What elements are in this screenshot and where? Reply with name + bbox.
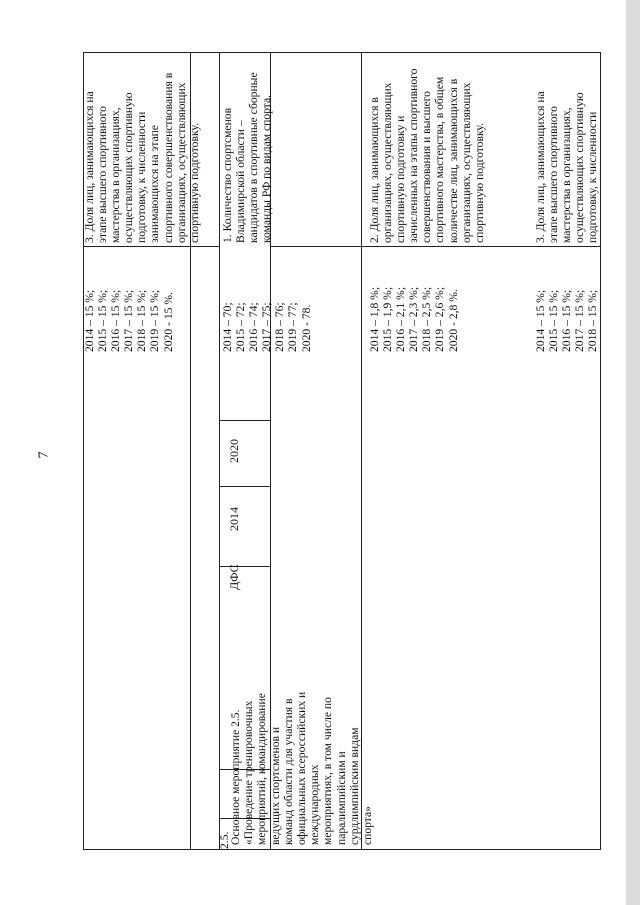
value-line: 2015 – 1,9 %; — [381, 286, 395, 352]
indicator-line: совершенствования и высшего — [420, 91, 434, 243]
value-line: 2020 - 78. — [299, 304, 313, 352]
values-share-training-cell — [368, 262, 468, 352]
event-line: ведущих спортсменов и — [268, 726, 282, 845]
indicator-line: подготовку, к численности — [586, 111, 600, 243]
indicator-line: спортивную подготовку. — [472, 123, 486, 243]
value-line: 2017 – 2,3 %; — [407, 286, 421, 352]
indicator-line: 1. Количество спортсменов — [221, 107, 234, 243]
values-athletes-cell — [221, 262, 321, 352]
event-line: команд области для участия в — [281, 698, 295, 845]
event-line: паралимпийским и — [334, 751, 348, 845]
value-line: 2019 – 77; — [286, 302, 300, 352]
event-line: сурдлимпийским видам — [347, 727, 361, 845]
value-line: 2016 – 74; — [247, 302, 261, 352]
event-line: официальных всероссийских и — [295, 691, 309, 845]
start-year: 2014 — [227, 507, 241, 531]
col-line — [220, 420, 271, 421]
values-share-top-cell — [534, 262, 604, 352]
indicator-line: спортивную подготовку и — [394, 115, 408, 243]
value-line: 2019 – 2,6 %; — [433, 286, 447, 352]
indicator-line: мастерства в организациях, — [109, 107, 123, 243]
value-line: 2020 - 2,8 %. — [446, 289, 460, 352]
value-line: 2014 – 70; — [221, 302, 234, 352]
value-line: 2018 – 15 %; — [135, 289, 149, 352]
col-line — [220, 486, 271, 487]
row-number: 2.5. — [218, 831, 231, 849]
indicator-line: Владимирской области – — [234, 120, 248, 243]
indicator-line: этапе высшего спортивного — [96, 106, 110, 243]
event-line: мероприятий, командирование — [255, 693, 269, 845]
page-number: 7 — [36, 451, 52, 459]
col-line — [83, 849, 601, 850]
value-line: 2017 – 15 %; — [573, 289, 587, 352]
value-line: 2014 – 15 %; — [534, 289, 547, 352]
value-line: 2014 – 1,8 %; — [368, 286, 381, 352]
event-line: международных — [308, 764, 322, 845]
col-line — [83, 246, 191, 247]
indicator-athletes-cell — [221, 53, 281, 243]
indicator-line: 3. Доля лиц, занимающихся на — [83, 91, 96, 243]
indicator-line: мастерства в организациях, — [560, 107, 574, 243]
end-year: 2020 — [227, 439, 241, 463]
indicator-line: кандидатов в спортивные сборные — [247, 72, 261, 243]
indicator-line: спортивного совершенствования в — [161, 72, 175, 243]
value-line: 2016 – 15 %; — [560, 289, 574, 352]
value-line: 2018 – 15 %; — [586, 289, 600, 352]
indicator-line: организациях, осуществляющих — [381, 82, 395, 243]
executor: ДФС — [227, 564, 241, 590]
value-line: 2015 – 15 %; — [547, 289, 561, 352]
event-line: мероприятиях, в том числе по — [321, 697, 335, 845]
value-line: 2015 – 15 %; — [96, 289, 110, 352]
value-line: 2018 – 76; — [273, 302, 287, 352]
value-line: 2015 – 72; — [234, 302, 248, 352]
event-cell — [229, 553, 377, 845]
value-line: 2016 – 2,1 %; — [394, 286, 408, 352]
value-line: 2017 – 15 %; — [122, 289, 136, 352]
value-line: 2018 – 2,5 %; — [420, 286, 434, 352]
indicator-line: организациях, осуществляющих — [459, 82, 473, 243]
end-year-cell — [227, 423, 245, 463]
event-line: Основное мероприятие 2.5. — [229, 709, 242, 845]
indicator-line: этапе высшего спортивного — [547, 106, 561, 243]
start-year-cell — [227, 491, 245, 531]
indicator-line: осуществляющих спортивную — [573, 92, 587, 243]
indicator-line: зачисленных на этапы спортивного — [407, 68, 421, 243]
event-line: спорта» — [361, 806, 375, 845]
indicator-line: количестве лиц, занимающихся в — [446, 78, 460, 243]
indicator-share-top-cell — [534, 53, 604, 243]
value-line: 2017 – 75; — [260, 302, 274, 352]
indicator-line: команды РФ по видам спорта. — [260, 94, 274, 243]
indicator-line: занимающихся на этапе — [148, 125, 162, 243]
values-top-cell — [83, 262, 183, 352]
value-line: 2014 – 15 %; — [83, 289, 96, 352]
value-line: 2019 – 15 %; — [148, 289, 162, 352]
indicator-share-training-cell — [368, 53, 488, 243]
indicator-line: организациях, осуществляющих — [174, 82, 188, 243]
indicator-line: подготовку, к численности — [135, 111, 149, 243]
indicator-line: спортивную подготовку. — [187, 123, 201, 243]
indicator-line: 2. Доля лиц, занимающихся в — [368, 97, 381, 243]
col-line — [191, 246, 220, 247]
indicator-line: 3. Доля лиц, занимающихся на — [534, 91, 547, 243]
value-line: 2020 - 15 %. — [161, 292, 175, 352]
value-line: 2016 – 15 %; — [109, 289, 123, 352]
indicator-line: осуществляющих спортивную — [122, 92, 136, 243]
indicator-top-cell — [83, 53, 203, 243]
event-line: «Проведение тренировочных — [242, 700, 256, 845]
indicator-line: спортивного мастерства, в общем — [433, 76, 447, 243]
executor-cell — [227, 540, 245, 590]
col-line — [271, 246, 601, 247]
